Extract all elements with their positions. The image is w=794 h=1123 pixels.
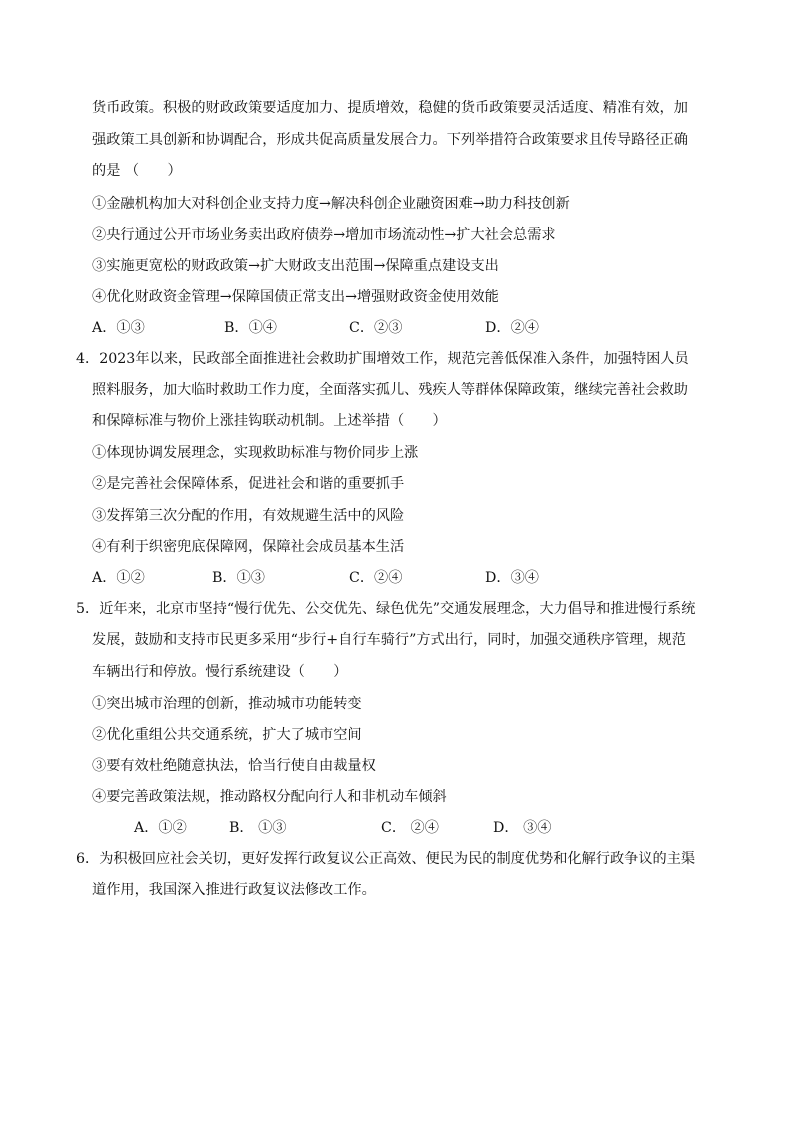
- q3-option-b[interactable]: B．①④: [224, 320, 277, 336]
- q3-statement-1: ①金融机构加大对科创企业支持力度→解决科创企业融资困难→助力科技创新: [92, 196, 570, 212]
- q3-stem-line-1: 货币政策。积极的财政政策要适度加力、提质增效，稳健的货币政策要灵活适度、精准有效，加: [92, 100, 688, 116]
- q4-stem-line-2: 照料服务，加大临时救助工作力度，全面落实孤儿、残疾人等群体保障政策，继续完善社会救助: [92, 382, 688, 398]
- q4-option-d[interactable]: D．③④: [485, 570, 539, 586]
- q3-statement-2: ②央行通过公开市场业务卖出政府债券→增加市场流动性→扩大社会总需求: [92, 227, 556, 243]
- q5-statement-4: ④要完善政策法规，推动路权分配向行人和非机动车倾斜: [92, 789, 447, 805]
- q4-statement-2: ②是完善社会保障体系，促进社会和谐的重要抓手: [92, 476, 405, 492]
- q6-stem-line-2: 道作用，我国深入推进行政复议法修改工作。: [92, 882, 376, 898]
- q6-stem-line-1: 6．为积极回应社会关切，更好发挥行政复议公正高效、便民为民的制度优势和化解行政争议的主渠: [76, 851, 696, 867]
- q4-option-c[interactable]: C．②④: [349, 570, 403, 586]
- q3-stem-line-3: 的是 （ ）: [92, 163, 182, 179]
- q4-option-b[interactable]: B．①③: [212, 570, 265, 586]
- q4-option-a[interactable]: A．①②: [92, 570, 145, 586]
- q3-statement-4: ④优化财政资金管理→保障国债正常支出→增强财政资金使用效能: [92, 289, 499, 305]
- q3-option-c[interactable]: C．②③: [349, 320, 403, 336]
- q4-stem-line-1: 4．2023年以来，民政部全面推进社会救助扩围增效工作，规范完善低保准入条件，加强特困人员: [76, 351, 689, 367]
- q5-option-b[interactable]: B． ①③: [229, 820, 287, 836]
- q5-stem-line-2: 发展，鼓励和支持市民更多采用“步行+自行车骑行”方式出行，同时，加强交通秩序管理，规范: [92, 632, 686, 648]
- q5-option-d[interactable]: D． ③④: [493, 820, 552, 836]
- q5-statement-1: ①突出城市治理的创新，推动城市功能转变: [92, 696, 362, 712]
- q3-statement-3: ③实施更宽松的财政政策→扩大财政支出范围→保障重点建设支出: [92, 258, 499, 274]
- q4-statement-4: ④有利于织密兜底保障网，保障社会成员基本生活: [92, 539, 405, 555]
- q5-stem-line-1: 5．近年来，北京市坚持“慢行优先、公交优先、绿色优先”交通发展理念，大力倡导和推进慢行系统: [76, 601, 696, 617]
- q5-statement-2: ②优化重组公共交通系统，扩大了城市空间: [92, 727, 362, 743]
- q4-stem-line-3: 和保障标准与物价上涨挂钩联动机制。上述举措（ ）: [92, 413, 447, 429]
- q3-stem-line-2: 强政策工具创新和协调配合，形成共促高质量发展合力。下列举措符合政策要求且传导路径正确: [92, 132, 688, 148]
- q5-stem-line-3: 车辆出行和停放。慢行系统建设（ ）: [92, 664, 348, 680]
- q3-option-d[interactable]: D．②④: [485, 320, 539, 336]
- q5-statement-3: ③要有效杜绝随意执法，恰当行使自由裁量权: [92, 758, 376, 774]
- q5-option-a[interactable]: A．①②: [134, 820, 187, 836]
- q3-option-a[interactable]: A．①③: [92, 320, 145, 336]
- q4-statement-1: ①体现协调发展理念，实现救助标准与物价同步上涨: [92, 445, 419, 461]
- q4-statement-3: ③发挥第三次分配的作用，有效规避生活中的风险: [92, 508, 405, 524]
- q5-option-c[interactable]: C． ②④: [381, 820, 439, 836]
